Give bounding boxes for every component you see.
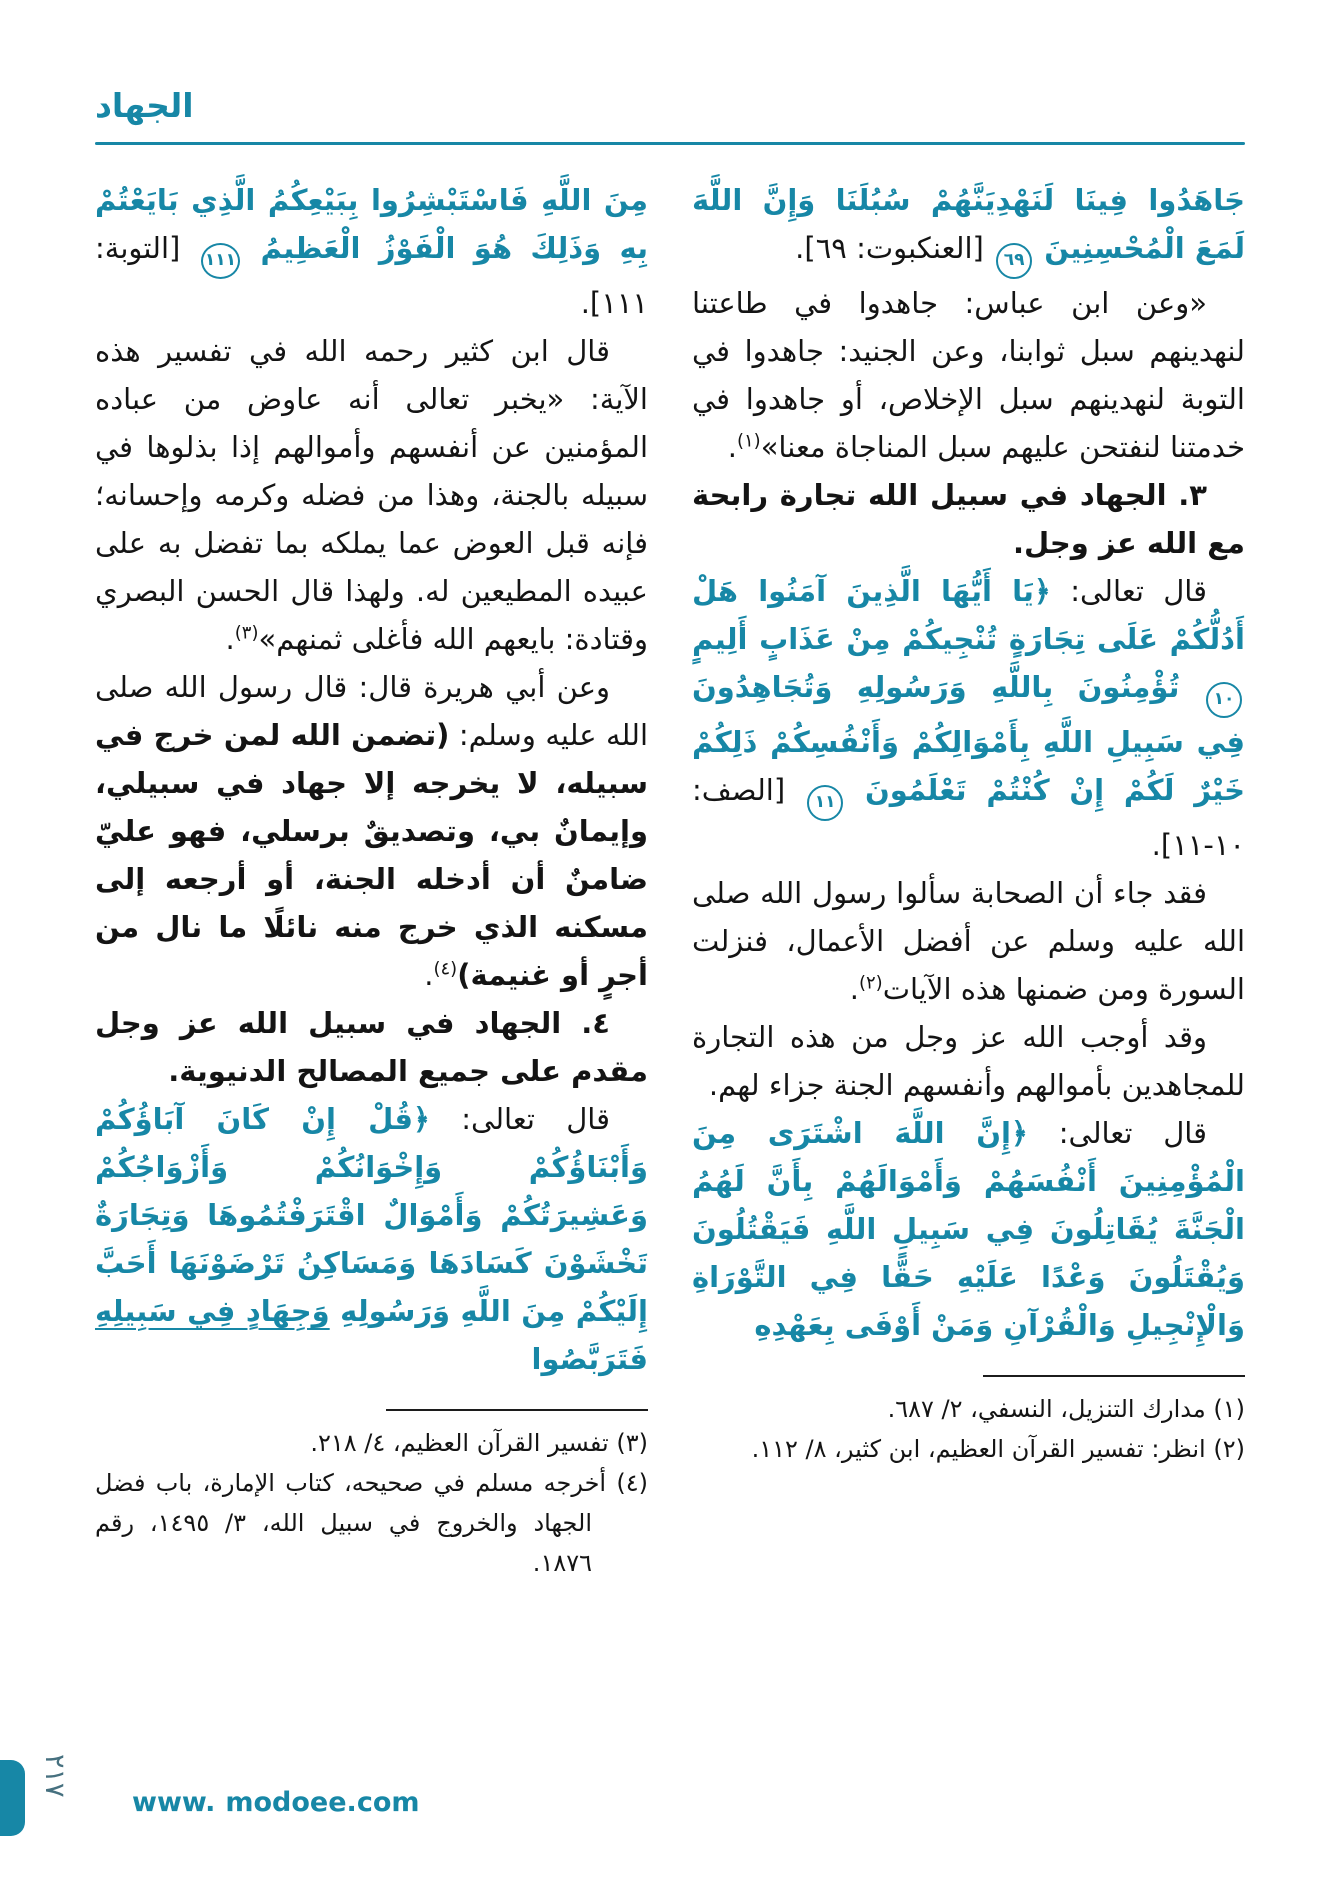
qala-taala-label: قال تعالى: bbox=[1070, 574, 1208, 608]
verse-reference: [العنكبوت: ٦٩]. bbox=[795, 231, 984, 265]
verse-paragraph-saff bbox=[692, 567, 1245, 869]
page-edge-tab bbox=[0, 1760, 25, 1836]
verse-text: فَتَرَبَّصُوا bbox=[531, 1342, 648, 1376]
commentary-paragraph-ibn-kathir bbox=[95, 327, 648, 663]
verse-reference: [الصف: ١٠-١١]. bbox=[692, 773, 1245, 862]
footnote-text: تفسير القرآن العظيم، ٤/ ٢١٨. bbox=[310, 1429, 609, 1457]
footnote-2 bbox=[692, 1429, 1245, 1469]
verse-text: مِنَ اللَّهِ فَاسْتَبْشِرُوا بِبَيْعِكُمُ الَّذِي بَايَعْتُمْ بِهِ وَذَلِكَ هُوَ الْفَوْزُ الْعَظِيمُ bbox=[95, 183, 649, 265]
footnote-4 bbox=[95, 1463, 648, 1583]
verse-text: تُؤْمِنُونَ بِاللَّهِ وَرَسُولِهِ وَتُجَاهِدُونَ فِي سَبِيلِ اللَّهِ بِأَمْوَالِكُمْ وَأَنْفُسِكُمْ ذَلِكُمْ خَيْرٌ لَكُمْ إِنْ كُنْتُمْ تَعْلَمُونَ bbox=[692, 670, 1245, 807]
footnote-text: مدارك التنزيل، النسفي، ٢/ ٦٨٧. bbox=[887, 1395, 1206, 1423]
website-www: www. bbox=[132, 1787, 216, 1818]
quran-verse-ankabut bbox=[692, 176, 1245, 279]
paragraph-text: فقد جاء أن الصحابة سألوا رسول الله صلى الله عليه وسلم عن أفضل الأعمال، فنزلت السورة ومن ضمنها هذه الآيات bbox=[692, 876, 1245, 1006]
text-columns bbox=[95, 176, 1245, 1583]
period: . bbox=[849, 972, 859, 1006]
column-right bbox=[692, 176, 1245, 1583]
footnote-separator bbox=[386, 1409, 648, 1411]
qala-taala-label: قال تعالى: bbox=[1058, 1116, 1208, 1150]
ayah-number: ١١ bbox=[807, 785, 843, 821]
commentary-paragraph-sahaba bbox=[692, 869, 1245, 1013]
verse-text: جَاهَدُوا فِينَا لَنَهْدِيَنَّهُمْ سُبُلَنَا وَإِنَّ اللَّهَ لَمَعَ الْمُحْسِنِينَ bbox=[692, 183, 1245, 265]
hadith-text: (تضمن الله لمن خرج في سبيله، لا يخرجه إلا جهاد في سبيلي، وإيمانٌ بي، وتصديقٌ برسلي، فهو عليّ ضامنٌ أن أدخله الجنة، أو أرجعه إلى مسكنه الذي خرج منه نائلًا ما نال من أجرٍ أو غنيمة) bbox=[95, 718, 648, 992]
qala-taala-label: قال تعالى: bbox=[461, 1102, 611, 1136]
verse-text: ﴿يَا أَيُّهَا الَّذِينَ آمَنُوا هَلْ أَدُلُّكُمْ عَلَى تِجَارَةٍ تُنْجِيكُمْ مِنْ عَذَابٍ أَلِيمٍ bbox=[692, 574, 1245, 656]
footnotes-left bbox=[95, 1409, 648, 1583]
footnote-number: (٣) bbox=[616, 1429, 648, 1457]
footnote-text: أخرجه مسلم في صحيحه، كتاب الإمارة، باب فضل الجهاد والخروج في سبيل الله، ٣/ ١٤٩٥، رقم ١٨٧٦. bbox=[95, 1469, 607, 1577]
footnote-number: (١) bbox=[1213, 1395, 1245, 1423]
footnote-1 bbox=[692, 1389, 1245, 1429]
quran-verse-tawbah111-end bbox=[95, 176, 648, 327]
verse-text: ﴿إِنَّ اللَّهَ اشْتَرَى مِنَ الْمُؤْمِنِينَ أَنْفُسَهُمْ وَأَمْوَالَهُمْ بِأَنَّ لَهُمُ الْجَنَّةَ يُقَاتِلُونَ فِي سَبِيلِ اللَّهِ فَيَقْتُلُونَ وَيُقْتَلُونَ وَعْدًا عَلَيْهِ حَقًّا فِي التَّوْرَاةِ وَالْإِنْجِيلِ وَالْقُرْآنِ وَمَنْ أَوْفَى بِعَهْدِهِ bbox=[692, 1116, 1245, 1342]
website-watermark bbox=[132, 1787, 420, 1818]
ayah-number: ١١١ bbox=[201, 243, 240, 279]
footnotes-right bbox=[692, 1375, 1245, 1469]
section-heading-3: ٣. الجهاد في سبيل الله تجارة رابحة مع الله عز وجل. bbox=[692, 478, 1245, 560]
commentary-paragraph-ibn-abbas bbox=[692, 279, 1245, 471]
column-left bbox=[95, 176, 648, 1583]
ayah-number: ١٠ bbox=[1206, 682, 1242, 718]
footnote-number: (٢) bbox=[1213, 1435, 1245, 1463]
footnote-marker-1: (١) bbox=[736, 430, 761, 452]
chapter-title: الجهاد bbox=[95, 86, 194, 125]
verse-text-underlined: وَجِهَادٍ فِي سَبِيلِهِ bbox=[95, 1294, 330, 1328]
footnote-text: انظر: تفسير القرآن العظيم، ابن كثير، ٨/ ١١٢. bbox=[751, 1435, 1206, 1463]
ayah-number: ٦٩ bbox=[996, 243, 1032, 279]
verse-reference: [التوبة: ١١١]. bbox=[95, 231, 648, 320]
period: . bbox=[727, 430, 737, 464]
verse-paragraph-tawbah24 bbox=[95, 1095, 648, 1383]
footnote-number: (٤) bbox=[616, 1469, 648, 1497]
header-rule bbox=[95, 142, 1245, 145]
footnote-3 bbox=[95, 1423, 648, 1463]
paragraph-text: قال ابن كثير رحمه الله في تفسير هذه الآية: «يخبر تعالى أنه عاوض من عباده المؤمنين عن أنفسهم وأموالهم إذا بذلوها في سبيله بالجنة، وهذا من فضله وكرمه وإحسانه؛ فإنه قبل العوض عما يملكه بما تفضل به على عبيده المطيعين له. ولهذا قال الحسن البصري وقتادة: بايعهم الله فأغلى ثمنهم» bbox=[95, 334, 648, 656]
page-number: ٢١٧ bbox=[39, 1754, 70, 1798]
section-heading-4: ٤. الجهاد في سبيل الله عز وجل مقدم على جميع المصالح الدنيوية. bbox=[95, 1006, 648, 1088]
footnote-marker-3: (٣) bbox=[234, 622, 259, 644]
footnote-marker-2: (٢) bbox=[858, 972, 883, 994]
footnote-marker-4: (٤) bbox=[433, 958, 458, 980]
paragraph-text: «وعن ابن عباس: جاهدوا في طاعتنا لنهدينهم سبل ثوابنا، وعن الجنيد: جاهدوا في التوبة لنهدينهم سبل الإخلاص، أو جاهدوا في خدمتنا لنفتحن عليهم سبل المناجاة معنا» bbox=[692, 286, 1245, 464]
period: . bbox=[424, 958, 434, 992]
commentary-paragraph-tijara: وقد أوجب الله عز وجل من هذه التجارة للمجاهدين بأموالهم وأنفسهم الجنة جزاء لهم. bbox=[692, 1020, 1245, 1102]
footnote-separator bbox=[983, 1375, 1245, 1377]
verse-text: ﴿قُلْ إِنْ كَانَ آبَاؤُكُمْ وَأَبْنَاؤُكُمْ وَإِخْوَانُكُمْ وَأَزْوَاجُكُمْ وَعَشِيرَتُكُمْ وَأَمْوَالٌ اقْتَرَفْتُمُوهَا وَتِجَارَةٌ تَخْشَوْنَ كَسَادَهَا وَمَسَاكِنُ تَرْضَوْنَهَا أَحَبَّ إِلَيْكُمْ مِنَ اللَّهِ وَرَسُولِهِ bbox=[95, 1102, 648, 1328]
website-domain: modoee.com bbox=[225, 1787, 420, 1818]
period: . bbox=[225, 622, 235, 656]
hadith-intro: وعن أبي هريرة قال: قال رسول الله صلى الله عليه وسلم: bbox=[95, 670, 649, 752]
hadith-paragraph-abu-hurayra bbox=[95, 663, 648, 999]
verse-paragraph-tawbah111 bbox=[692, 1109, 1245, 1349]
